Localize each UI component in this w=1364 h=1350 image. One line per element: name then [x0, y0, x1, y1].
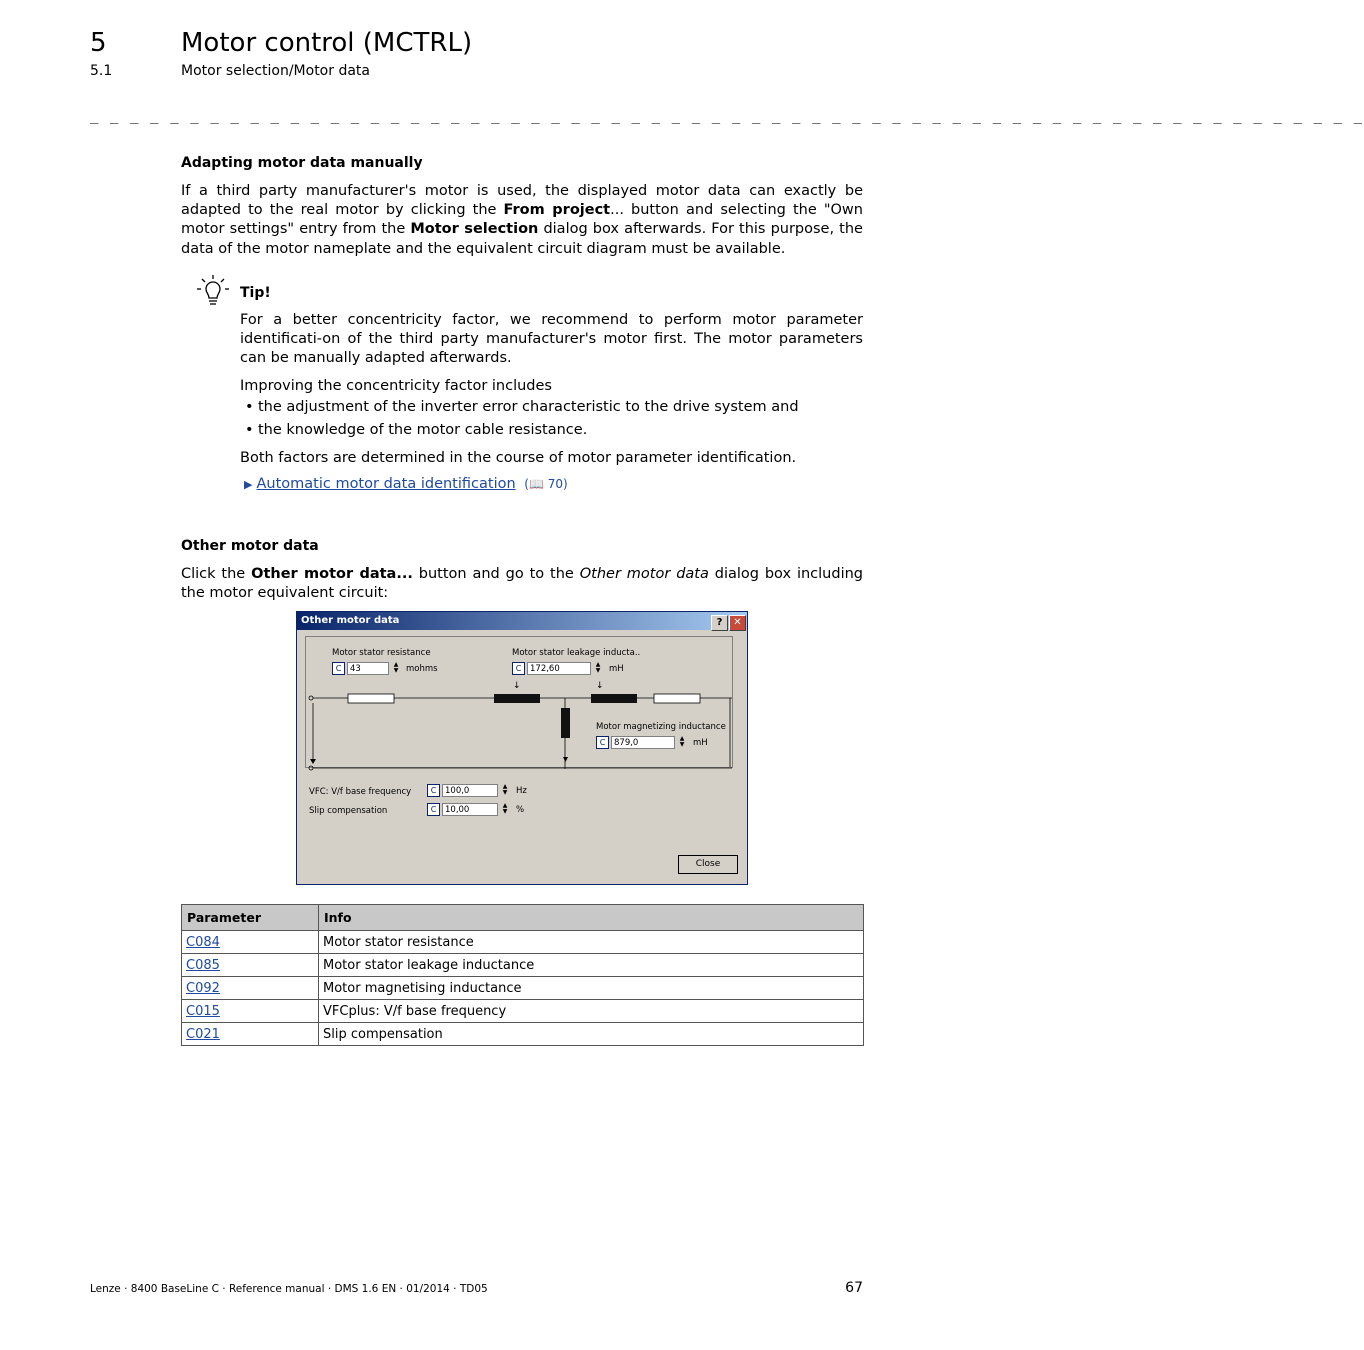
table-row — [182, 954, 864, 977]
column-header: Parameter — [182, 905, 319, 931]
table-row — [182, 977, 864, 1000]
info-cell: Motor magnetising inductance — [319, 977, 864, 1000]
c-button[interactable]: C — [427, 803, 440, 816]
close-icon[interactable]: ✕ — [729, 615, 746, 631]
other-motor-data-dialog — [296, 611, 748, 885]
help-button[interactable]: ? — [711, 615, 728, 631]
chapter-number: 5 — [90, 28, 107, 58]
other-paragraph: Click the Other motor data... button and go to the Other motor data dialog box including the motor equivalent circuit: — [181, 566, 863, 602]
table-row — [182, 1023, 864, 1046]
stator-leakage-input[interactable]: 172,60 — [527, 662, 591, 675]
close-button[interactable]: Close — [678, 855, 738, 874]
spin-arrows-icon[interactable]: ▲ ▼ — [502, 783, 508, 796]
info-cell: Slip compensation — [319, 1023, 864, 1046]
header-divider: _ _ _ _ _ _ _ _ _ _ _ _ _ _ _ _ _ _ _ _ _ _ _ _ _ _ _ _ _ _ _ _ _ _ _ _ _ _ _ _ _ _ _ _ _ _ _ _ _ _ _ _ _ _ _ _ _ _ _ _ _ _ _ _ — [90, 108, 1364, 124]
unit-label: mohms — [406, 664, 438, 674]
page-number: 67 — [845, 1280, 863, 1296]
parameter-link[interactable]: C015 — [186, 1003, 220, 1019]
c-button[interactable]: C — [332, 662, 345, 675]
vfc-base-input[interactable]: 100,0 — [442, 784, 498, 797]
spin-arrows-icon[interactable]: ▲ ▼ — [679, 735, 685, 748]
spin-arrows-icon[interactable]: ▲ ▼ — [393, 661, 399, 674]
automatic-identification-link[interactable]: Automatic motor data identification — [256, 476, 516, 492]
other-heading: Other motor data — [181, 538, 319, 554]
adapting-paragraph: If a third party manufacturer's motor is used, the displayed motor data can exactly be adapted to the real motor by clicking the From project... button and selecting the "Own motor settings" entry from the Motor selection dialog box afterwards. For this purpose, the data of the motor nameplate and the equivalent circuit diagram must be available. — [181, 183, 863, 257]
section-number: 5.1 — [90, 63, 113, 79]
table-row — [182, 1000, 864, 1023]
stator-resistance-label: Motor stator resistance — [332, 648, 431, 658]
tip-label: Tip! — [240, 285, 271, 301]
circuit-panel — [305, 636, 733, 768]
list-item: • the adjustment of the inverter error characteristic to the drive system and — [240, 399, 863, 422]
dialog-title: Other motor data — [297, 612, 747, 630]
page-reference[interactable]: (📖 70) — [524, 477, 568, 491]
parameter-link[interactable]: C092 — [186, 980, 220, 996]
parameter-link[interactable]: C084 — [186, 934, 220, 950]
cross-reference — [244, 476, 568, 492]
section-title: Motor selection/Motor data — [181, 63, 370, 79]
unit-label: Hz — [516, 786, 527, 796]
column-header: Info — [319, 905, 864, 931]
footer-text: Lenze · 8400 BaseLine C · Reference manual · DMS 1.6 EN · 01/2014 · TD05 — [90, 1283, 488, 1295]
stator-leakage-label: Motor stator leakage inducta.. — [512, 648, 641, 658]
spin-arrows-icon[interactable]: ▲ ▼ — [502, 802, 508, 815]
c-button[interactable]: C — [427, 784, 440, 797]
stator-resistance-input[interactable]: 43 — [347, 662, 389, 675]
lightbulb-icon — [196, 274, 230, 308]
chapter-title: Motor control (MCTRL) — [181, 28, 473, 58]
unit-label: mH — [609, 664, 624, 674]
triangle-right-icon: ▶ — [244, 478, 253, 491]
tip-bullet-list — [240, 399, 863, 445]
c-button[interactable]: C — [512, 662, 525, 675]
slip-input[interactable]: 10,00 — [442, 803, 498, 816]
adapting-heading: Adapting motor data manually — [181, 155, 423, 171]
info-cell: VFCplus: V/f base frequency — [319, 1000, 864, 1023]
svg-text:↓: ↓ — [513, 681, 521, 691]
info-cell: Motor stator leakage inductance — [319, 954, 864, 977]
magnetizing-label: Motor magnetizing inductance — [596, 722, 726, 732]
tip-paragraph-2: Improving the concentricity factor includes — [240, 378, 552, 394]
magnetizing-input[interactable]: 879,0 — [611, 736, 675, 749]
c-button[interactable]: C — [596, 736, 609, 749]
parameter-link[interactable]: C085 — [186, 957, 220, 973]
table-header-row — [182, 905, 864, 931]
unit-label: mH — [693, 738, 708, 748]
svg-text:↓: ↓ — [596, 681, 604, 691]
tip-paragraph-1: For a better concentricity factor, we recommend to perform motor parameter identificati-on of the third party manufacturer's motor first. The motor parameters can be manually adapted afterwards. — [240, 312, 863, 367]
slip-label: Slip compensation — [309, 806, 388, 816]
vfc-base-label: VFC: V/f base frequency — [309, 787, 412, 797]
book-icon: 📖 — [528, 477, 544, 491]
parameter-table — [181, 904, 864, 1046]
tip-paragraph-3: Both factors are determined in the course of motor parameter identification. — [240, 450, 797, 466]
list-item: • the knowledge of the motor cable resistance. — [240, 422, 863, 445]
spin-arrows-icon[interactable]: ▲ ▼ — [595, 661, 601, 674]
unit-label: % — [516, 805, 525, 815]
table-row — [182, 931, 864, 954]
info-cell: Motor stator resistance — [319, 931, 864, 954]
parameter-link[interactable]: C021 — [186, 1026, 220, 1042]
